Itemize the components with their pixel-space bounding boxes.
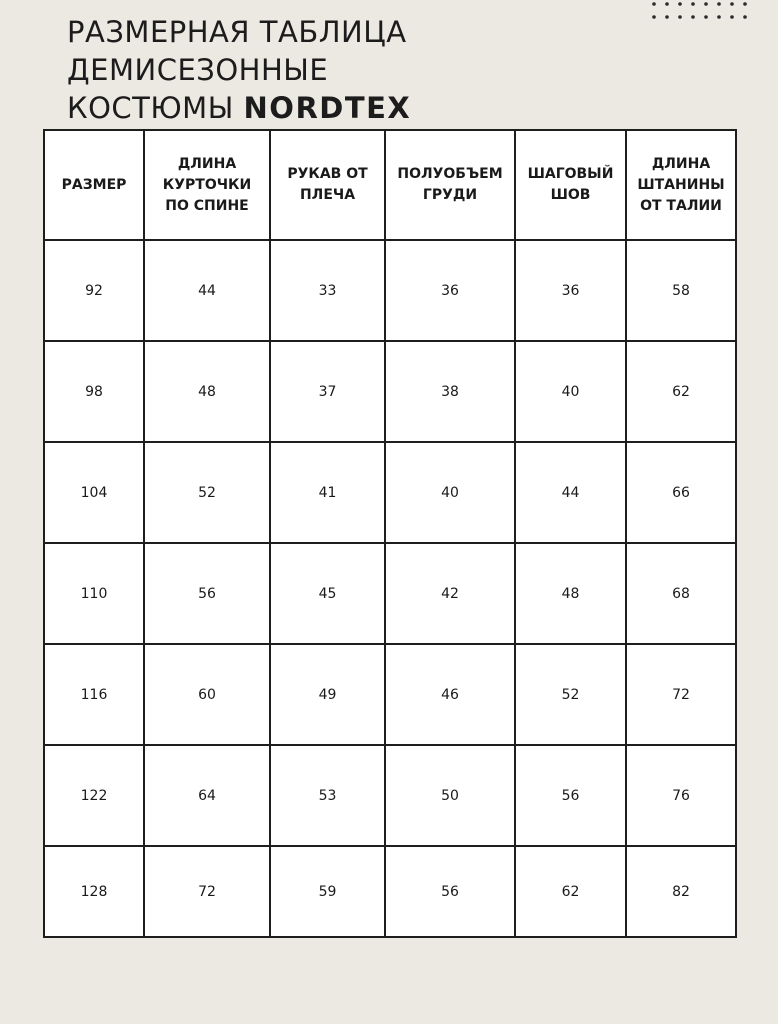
table-cell: 122	[44, 745, 144, 846]
table-cell: 50	[385, 745, 515, 846]
table-cell: 59	[270, 846, 385, 937]
table-cell: 76	[626, 745, 736, 846]
table-cell: 38	[385, 341, 515, 442]
table-cell: 48	[515, 543, 626, 644]
table-cell: 33	[270, 240, 385, 341]
table-cell: 40	[515, 341, 626, 442]
table-row	[44, 846, 736, 937]
table-cell: 56	[385, 846, 515, 937]
table-cell: 44	[144, 240, 270, 341]
table-cell: 58	[626, 240, 736, 341]
table-cell: 49	[270, 644, 385, 745]
table-header-row	[44, 130, 736, 240]
header-jacket-length: ДЛИНА КУРТОЧКИ ПО СПИНЕ	[144, 130, 270, 240]
table-cell: 45	[270, 543, 385, 644]
table-cell: 62	[515, 846, 626, 937]
table-row	[44, 543, 736, 644]
table-cell: 82	[626, 846, 736, 937]
header-size: РАЗМЕР	[44, 130, 144, 240]
table-cell: 128	[44, 846, 144, 937]
table-cell: 42	[385, 543, 515, 644]
table-cell: 60	[144, 644, 270, 745]
table-cell: 72	[144, 846, 270, 937]
header-inseam: ШАГОВЫЙ ШОВ	[515, 130, 626, 240]
header-sleeve-length: РУКАВ ОТ ПЛЕЧА	[270, 130, 385, 240]
title-line-1: РАЗМЕРНАЯ ТАБЛИЦА	[67, 15, 407, 49]
table-row	[44, 745, 736, 846]
table-cell: 72	[626, 644, 736, 745]
table-row	[44, 240, 736, 341]
table-row	[44, 341, 736, 442]
table-cell: 56	[515, 745, 626, 846]
table-cell: 36	[515, 240, 626, 341]
table-cell: 64	[144, 745, 270, 846]
page-title	[67, 13, 411, 127]
table-cell: 40	[385, 442, 515, 543]
table-cell: 44	[515, 442, 626, 543]
header-half-chest: ПОЛУОБЪЕМ ГРУДИ	[385, 130, 515, 240]
table-cell: 48	[144, 341, 270, 442]
table-cell: 66	[626, 442, 736, 543]
size-table	[43, 129, 737, 938]
table-cell: 116	[44, 644, 144, 745]
table-cell: 46	[385, 644, 515, 745]
table-cell: 62	[626, 341, 736, 442]
table-row	[44, 644, 736, 745]
dot-pattern-decoration	[646, 0, 758, 22]
title-line-2: ДЕМИСЕЗОННЫЕ	[67, 53, 329, 87]
header-leg-length: ДЛИНА ШТАНИНЫ ОТ ТАЛИИ	[626, 130, 736, 240]
table-cell: 53	[270, 745, 385, 846]
brand-name: NORDTEX	[243, 91, 412, 125]
table-cell: 37	[270, 341, 385, 442]
table-cell: 52	[515, 644, 626, 745]
table-cell: 110	[44, 543, 144, 644]
table-cell: 68	[626, 543, 736, 644]
table-cell: 98	[44, 341, 144, 442]
table-cell: 92	[44, 240, 144, 341]
table-cell: 52	[144, 442, 270, 543]
title-line-3-prefix: КОСТЮМЫ	[67, 91, 244, 125]
table-cell: 56	[144, 543, 270, 644]
table-cell: 41	[270, 442, 385, 543]
table-cell: 104	[44, 442, 144, 543]
table-cell: 36	[385, 240, 515, 341]
table-row	[44, 442, 736, 543]
